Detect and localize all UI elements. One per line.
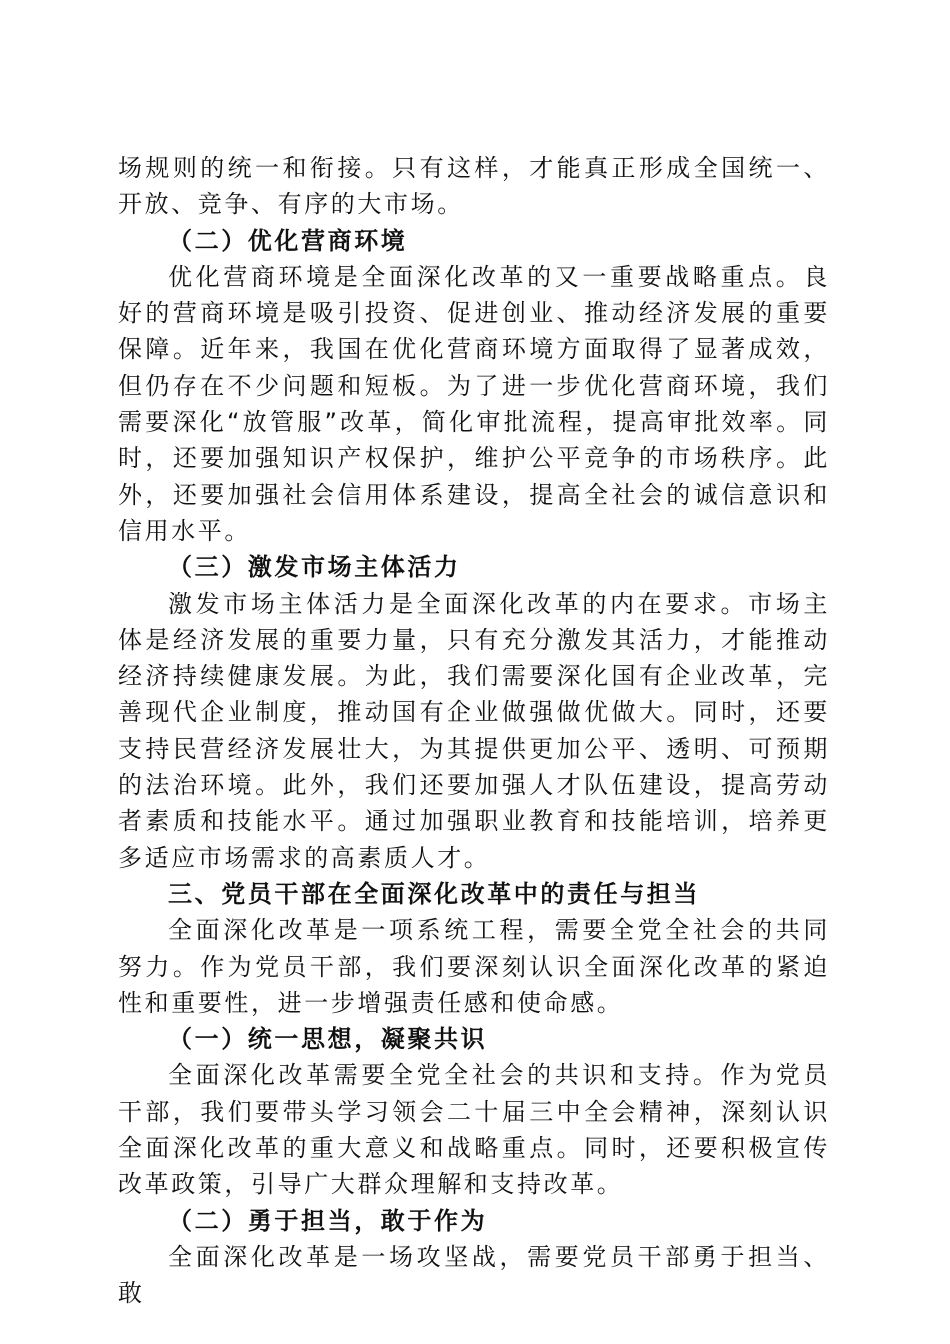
sub-heading-optimize-business-environment: （二）优化营商环境	[168, 226, 408, 255]
paragraph-tough-battle: 全面深化改革是一场攻坚战，需要党员干部勇于担当、敢	[118, 1242, 830, 1308]
paragraph-systematic-project: 全面深化改革是一项系统工程，需要全党全社会的共同努力。作为党员干部，我们要深刻认识全面深化改革的紧迫性和重要性，进一步增强责任感和使命感。	[118, 916, 830, 1017]
paragraph-continuation: 场规则的统一和衔接。只有这样，才能真正形成全国统一、开放、竞争、有序的大市场。	[118, 154, 830, 219]
paragraph-business-environment: 优化营商环境是全面深化改革的又一重要战略重点。良好的营商环境是吸引投资、促进创业、推动经济发展的重要保障。近年来，我国在优化营商环境方面取得了显著成效，但仍存在不少问题和短板。为了进一步优化营商环境，我们需要深化“放管服”改革，简化审批流程，提高审批效率。同时，还要加强知识产权保护，维护公平竞争的市场秩序。此外，还要加强社会信用体系建设，提高全社会的诚信意识和信用水平。	[118, 262, 830, 545]
sub-heading-unify-thinking: （一）统一思想，凝聚共识	[168, 1025, 488, 1054]
paragraph-consensus: 全面深化改革需要全党全社会的共识和支持。作为党员干部，我们要带头学习领会二十届三中全会精神，深刻认识全面深化改革的重大意义和战略重点。同时，还要积极宣传改革政策，引导广大群众理解和支持改革。	[118, 1061, 830, 1199]
sub-heading-market-vitality: （三）激发市场主体活力	[168, 553, 461, 582]
document-body	[118, 150, 830, 1312]
section-heading-party-responsibility: 三、党员干部在全面深化改革中的责任与担当	[168, 879, 700, 908]
paragraph-market-vitality: 激发市场主体活力是全面深化改革的内在要求。市场主体是经济发展的重要力量，只有充分激发其活力，才能推动经济持续健康发展。为此，我们需要深化国有企业改革，完善现代企业制度，推动国有企业做强做优做大。同时，还要支持民营经济发展壮大，为其提供更加公平、透明、可预期的法治环境。此外，我们还要加强人才队伍建设，提高劳动者素质和技能水平。通过加强职业教育和技能培训，培养更多适应市场需求的高素质人才。	[118, 589, 830, 872]
sub-heading-take-responsibility: （二）勇于担当，敢于作为	[168, 1206, 488, 1235]
